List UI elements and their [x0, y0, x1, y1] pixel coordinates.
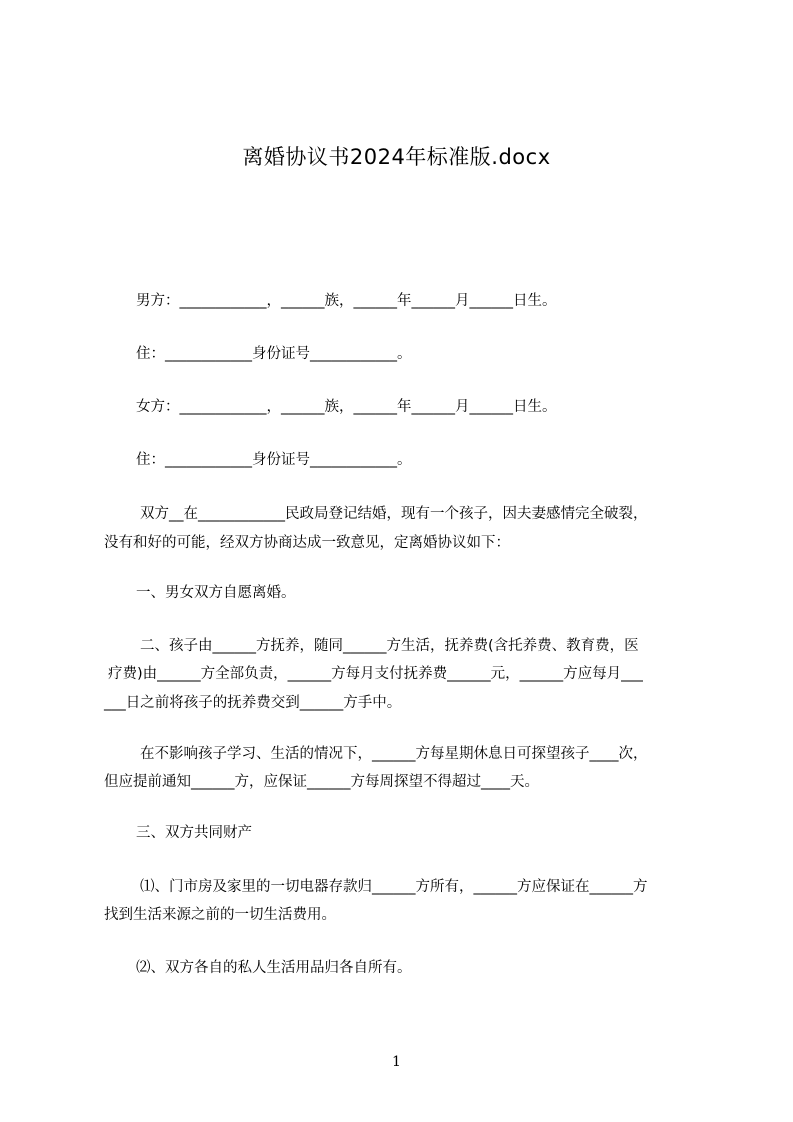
- paragraph-female-info: 女方：____________，______族，______年______月______日生。: [136, 399, 557, 415]
- paragraph-visit-line-2: 但应提前通知______方，应保证______方每周探望不得超过____天。: [104, 774, 539, 790]
- paragraph-property-2: ⑵、双方各自的私人生活用品归各自所有。: [136, 960, 412, 976]
- page-title: 离婚协议书2024年标准版.docx: [242, 145, 551, 169]
- paragraph-item-2-line-1: 二、孩子由______方抚养，随同______方生活，抚养费(含托养费、教育费，医: [140, 638, 639, 654]
- paragraph-item-3: 三、双方共同财产: [136, 825, 252, 841]
- paragraph-intro-line-1: 双方__在____________民政局登记结婚，现有一个孩子，因夫妻感情完全破裂，: [140, 506, 648, 522]
- paragraph-property-1-line-1: ⑴、门市房及家里的一切电器存款归______方所有，______方应保证在______方: [140, 879, 648, 895]
- paragraph-male-address: 住：____________身份证号____________。: [136, 346, 412, 362]
- paragraph-male-info: 男方：____________，______族，______年______月______日生。: [136, 293, 557, 309]
- paragraph-item-1: 一、男女双方自愿离婚。: [136, 585, 296, 601]
- paragraph-intro-line-2: 没有和好的可能，经双方协商达成一致意见，定离婚协议如下：: [104, 535, 510, 551]
- paragraph-female-address: 住：____________身份证号____________。: [136, 452, 412, 468]
- paragraph-property-1-line-2: 找到生活来源之前的一切生活费用。: [104, 907, 336, 923]
- page-number: 1: [392, 1054, 401, 1070]
- paragraph-item-2-line-3: ___日之前将孩子的抚养费交到______方手中。: [104, 695, 402, 711]
- paragraph-item-2-line-2: 疗费)由______方全部负责，______方每月支付抚养费______元，______方应每月___: [108, 666, 643, 682]
- paragraph-visit-line-1: 在不影响孩子学习、生活的情况下，______方每星期休息日可探望孩子____次，: [140, 746, 648, 762]
